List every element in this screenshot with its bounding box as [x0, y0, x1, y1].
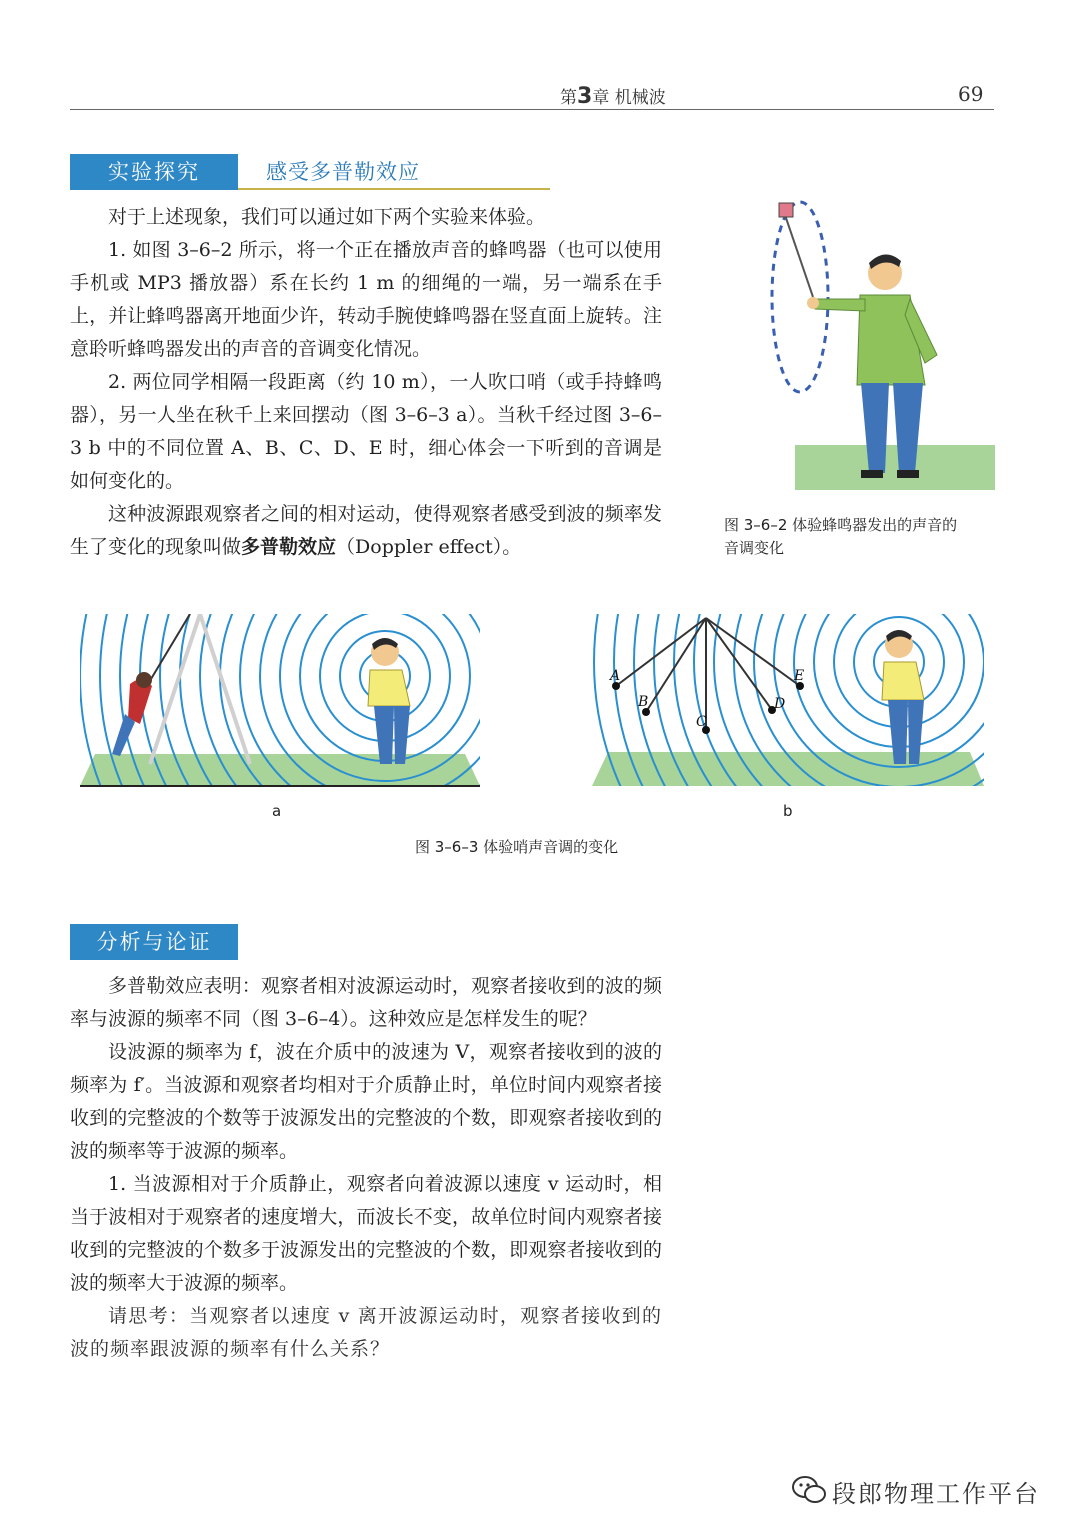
paragraph-intro: 对于上述现象，我们可以通过如下两个实验来体验。 [108, 206, 546, 228]
shoe-left [861, 470, 883, 478]
figure-swing-b [592, 614, 984, 790]
label-a: A [610, 668, 621, 684]
chapter-number: 3 [577, 84, 593, 109]
figure1-caption-line2: 音调变化 [724, 539, 785, 557]
definition-text: 这种波源跟观察者之间的相对运动，使得观察者感受到波的频率发生了变化的现象叫做 [70, 503, 662, 558]
grass-ground [795, 445, 995, 490]
paragraph-frequency-setup: 设波源的频率为 f，波在介质中的波速为 V，观察者接收到的波的频率为 f′。当波源和观察者均相对于介质静止时，单位时间内观察者接收到的完整波的个数等于波源发出的完整波的个数，即观察者接收到的波的频率等于波源的频率。 [70, 1041, 662, 1162]
label-b: B [638, 694, 649, 710]
rotation-path [772, 202, 828, 392]
page-number: 69 [958, 82, 984, 106]
figure1-caption-line1: 图 3–6–2 体验蜂鸣器发出的声音的 [724, 516, 958, 534]
wechat-icon [792, 1475, 826, 1505]
section2-body [70, 970, 662, 1366]
label-e: E [794, 668, 805, 684]
watermark-text: 段郎物理工作平台 [832, 1480, 1040, 1508]
grass-ground [80, 754, 480, 786]
chapter-prefix: 第 [560, 88, 577, 108]
section-title: 感受多普勒效应 [266, 160, 420, 184]
paragraph-observer-moving: 1. 当波源相对于介质静止，观察者向着波源以速度 v 运动时，相当于波相对于观察者的速度增大，而波长不变，故单位时间内观察者接收到的完整波的个数多于波源发出的完整波的个数，即观察者接收到的波的频率大于波源的频率。 [70, 1173, 662, 1294]
label-c: C [696, 714, 707, 730]
figure-label-b: b [783, 802, 793, 820]
figure2-caption: 图 3–6–3 体验哨声音调的变化 [415, 838, 619, 856]
think-question: 请思考：当观察者以速度 v 离开波源运动时，观察者接收到的波的频率跟波源的频率有什么关系？ [70, 1305, 662, 1360]
figure1-caption [724, 514, 1014, 560]
figure-swing-a [80, 614, 480, 790]
figure-buzzer-rotation [765, 195, 995, 500]
term-doppler-effect: 多普勒效应 [241, 536, 337, 558]
shoe-right [897, 470, 919, 478]
person-hand [807, 297, 819, 309]
section-tag-analysis: 分析与论证 [70, 924, 238, 960]
chapter-header [560, 83, 666, 109]
child-head [136, 672, 152, 688]
paragraph-definition [70, 498, 662, 564]
paragraph-experiment-1: 1. 如图 3–6–2 所示，将一个正在播放声音的蜂鸣器（也可以使用手机或 MP3 播放器）系在长约 1 m 的细绳的一端，另一端系在手上，并让蜂鸣器离开地面少许，转动手腕使蜂鸣器在竖直面上旋转。注意聆听蜂鸣器发出的声音的音调变化情况。 [70, 239, 662, 360]
person-shirt [368, 670, 410, 706]
label-d: D [774, 696, 786, 712]
paragraph-experiment-2: 2. 两位同学相隔一段距离（约 10 m），一人吹口哨（或手持蜂鸣器），另一人坐在秋千上来回摆动（图 3–6–3 a）。当秋千经过图 3–6–3 b 中的不同位置 A、B、C、D、E 时，细心体会一下听到的音调是如何变化的。 [70, 371, 662, 492]
person-arm-raised [815, 299, 865, 311]
figure-label-a: a [272, 802, 282, 820]
header-divider [70, 109, 994, 110]
buzzer [779, 203, 793, 217]
chapter-title: 章 机械波 [592, 88, 666, 108]
section-tag-experiment: 实验探究 [70, 154, 238, 190]
title-underline [238, 188, 550, 190]
paragraph-doppler-intro: 多普勒效应表明：观察者相对波源运动时，观察者接收到的波的频率与波源的频率不同（图 3–6–4）。这种效应是怎样发生的呢？ [70, 975, 662, 1030]
child-legs [112, 714, 135, 756]
term-english: （Doppler effect）。 [336, 536, 522, 558]
person-shirt [882, 662, 924, 700]
section1-body [70, 201, 662, 564]
string [785, 215, 813, 297]
